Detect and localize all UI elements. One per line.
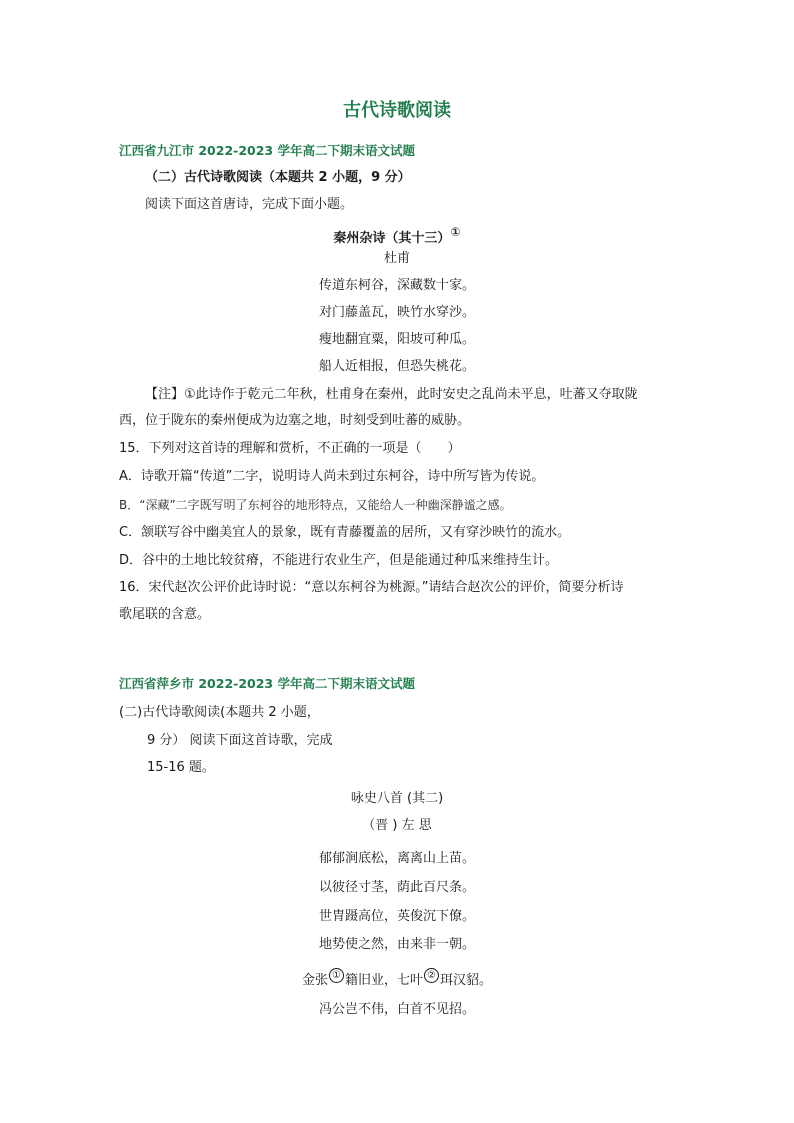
footnote-marker: ② xyxy=(424,968,439,983)
poem-line xyxy=(0,968,794,990)
question-16: 16．宋代赵次公评价此诗时说：“意以东柯谷为桃源。”请结合赵次公的评价，简要分析诗 xyxy=(119,580,624,595)
footnote-marker: ① xyxy=(450,225,461,239)
poem-title-2: 咏史八首 (其二) xyxy=(350,791,444,806)
poem-author-2: （晋 ) 左 思 xyxy=(362,818,432,833)
poem-line: 对门藤盖瓦，映竹水穿沙。 xyxy=(318,305,475,320)
annotation-note-cont: 西，位于陇东的秦州便成为边塞之地，时刻受到吐蕃的威胁。 xyxy=(119,413,471,428)
poem-line: 地势使之然，由来非一朝。 xyxy=(318,937,475,952)
source-label-jiujiang: 江西省九江市 2022-2023 学年高二下期末语文试题 xyxy=(119,143,415,158)
poem-line: 世胄蹑高位，英俊沉下僚。 xyxy=(318,909,475,924)
footnote-marker: ① xyxy=(329,968,344,983)
poem-line: 瘦地翻宜粟，阳坡可种瓜。 xyxy=(318,332,475,347)
option-c: C．颔联写谷中幽美宜人的景象，既有青藤覆盖的居所，又有穿沙映竹的流水。 xyxy=(119,525,571,540)
annotation-note: 【注】①此诗作于乾元二年秋，杜甫身在秦州，此时安史之乱尚未平息，吐蕃又夺取陇 xyxy=(145,387,638,402)
poem-line: 传道东柯谷，深藏数十家。 xyxy=(318,278,475,293)
option-d: D．谷中的土地比较贫瘠，不能进行农业生产，但是能通过种瓜来维持生计。 xyxy=(119,553,559,568)
poem-line-part: 金张 xyxy=(301,973,328,988)
poem-title-text: 秦州杂诗（其十三） xyxy=(333,231,451,246)
instruction-text: 阅读下面这首唐诗，完成下面小题。 xyxy=(145,197,354,212)
poem-line-part: 籍旧业，七叶 xyxy=(344,973,423,988)
option-b: B．“深藏”二字既写明了东柯谷的地形特点，又能给人一种幽深静谧之感。 xyxy=(119,498,512,512)
question-16-cont: 歌尾联的含意。 xyxy=(119,607,211,622)
poem-line: 冯公岂不伟，白首不见招。 xyxy=(318,1002,475,1017)
question-15: 15．下列对这首诗的理解和赏析，不正确的一项是（ ） xyxy=(119,441,461,456)
section-heading-2-end: 15-16 题。 xyxy=(147,760,215,775)
poem-line: 以彼径寸茎，荫此百尺条。 xyxy=(318,880,475,895)
section-heading-2: (二)古代诗歌阅读(本题共 2 小题， xyxy=(119,705,320,720)
source-label-pingxiang: 江西省萍乡市 2022-2023 学年高二下期末语文试题 xyxy=(119,676,415,691)
poem-line-part: 珥汉貂。 xyxy=(440,973,493,988)
page-title: 古代诗歌阅读 xyxy=(343,100,451,121)
poem-line: 郁郁涧底松，离离山上苗。 xyxy=(318,851,475,866)
section-heading-2-cont: 9 分） 阅读下面这首诗歌，完成 xyxy=(147,733,333,748)
poem-author: 杜甫 xyxy=(383,251,410,266)
section-heading: （二）古代诗歌阅读（本题共 2 小题，9 分） xyxy=(145,170,411,185)
poem-title xyxy=(0,223,794,248)
poem-line: 船人近相报，但恐失桃花。 xyxy=(318,359,475,374)
option-a: A．诗歌开篇“传道”二字，说明诗人尚未到过东柯谷，诗中所写皆为传说。 xyxy=(119,469,545,484)
